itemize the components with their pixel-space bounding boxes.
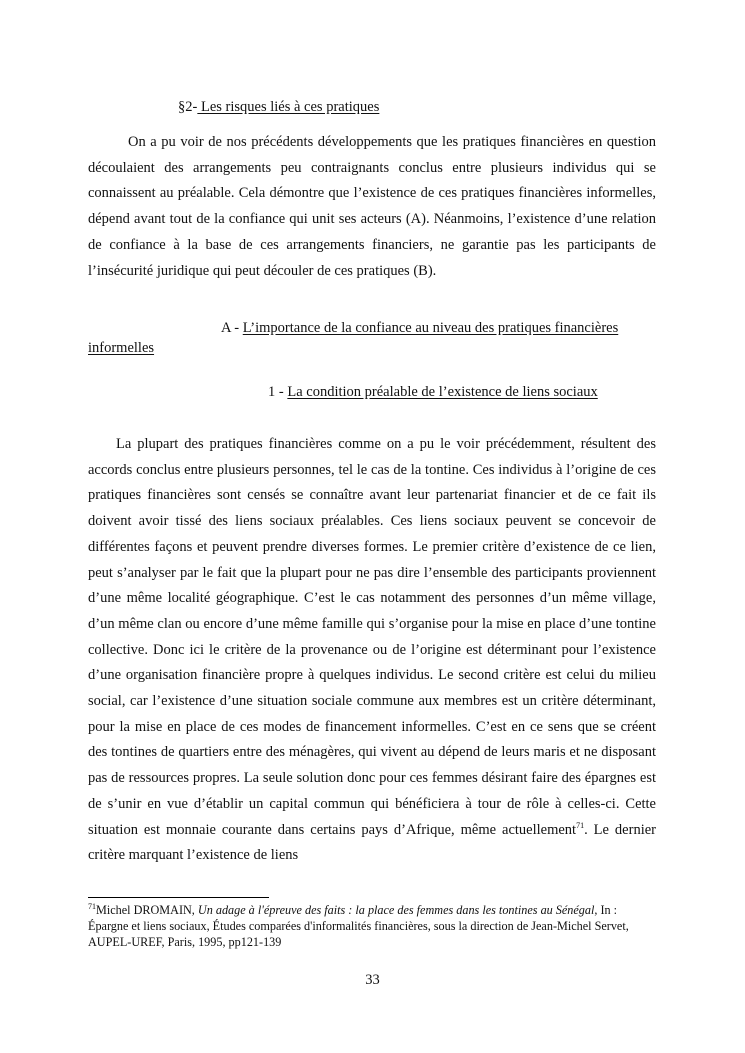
subsection-heading-a xyxy=(88,318,656,358)
body-text-end: . Le dernier critère marquant l’existence de liens xyxy=(88,821,656,864)
footnote-author: Michel DROMAIN, xyxy=(96,903,198,917)
subsection-a-title-line1: L’importance de la confiance au niveau des pratiques financières xyxy=(242,320,619,336)
section-number: §2- xyxy=(178,99,198,115)
body-text: La plupart des pratiques financières comme on a pu le voir précédemment, résultent des accords conclus entre plusieurs personnes, tel le cas de la tontine. Ces individus à l’origine de ces pratiques financières sont censés se connaître avant leur partenariat financier et de ce fait ils doivent avoir tissé des liens sociaux préalables. Ces liens sociaux peuvent se concevoir de différentes façons et peuvent prendre diverses formes. Le premier critère d’existence de ce lien, peut s’analyser par le fait que la plupart pour ne pas dire l’ensemble des participants proviennent d’une même localité géographique. C’est le cas notamment des personnes d’un même village, d’un même clan ou encore d’une même famille qui s’organise pour la mise en place d’une tontine collective. Donc ici le critère de la provenance ou de l’origine est déterminant pour l’existence d’une organisation financière propre à quelques individus. Le second critère est celui du milieu social, car l’existence d’une situation sociale commune aux membres est un critère déterminant, pour la mise en place de ces modes de financement informelles. C’est en ce sens que se créent des tontines de quartiers entre des ménagères, qui vivent au dépend de leurs maris et ne disposant pas de ressources propres. La seule solution donc pour ces femmes désirant faire des épargnes est de s’unir en vue d’établir un capital commun qui bénéficiera à tour de rôle à celles-ci. Cette situation est monnaie courante dans certains pays d’Afrique, même actuellement xyxy=(88,436,656,838)
footnote-work-title: Un adage à l'épreuve des faits : la place des femmes dans les tontines au Sénégal xyxy=(197,903,595,917)
footnote-number: 71 xyxy=(88,901,96,911)
page-number: 33 xyxy=(365,972,380,988)
body-paragraph xyxy=(88,432,656,869)
subsection-1-prefix: 1 - xyxy=(268,384,288,400)
subsection-a-prefix: A - xyxy=(221,320,243,336)
footnote-reference: 71 xyxy=(576,820,585,830)
subsection-heading-1 xyxy=(268,384,598,401)
intro-paragraph: On a pu voir de nos précédents développements que les pratiques financières en question découlaient des arrangements peu contraignants conclus entre plusieurs individus qui se connaissent au préalable. Cela démontre que l’existence de ces pratiques financières informelles, dépend avant tout de la confiance qui unit ses acteurs (A). Néanmoins, l’existence d’une relation de confiance à la base de ces arrangements financiers, ne garantie pas les participants de l’insécurité juridique qui peut découler de ces pratiques (B). xyxy=(88,134,656,279)
footnote-citation: , In : Épargne et liens sociaux, Études comparées d'informalités financières, sous la direction de Jean-Michel Servet, AUPEL-UREF, Paris, 1995, pp121-139 xyxy=(88,903,629,950)
subsection-a-title-line2: informelles xyxy=(88,340,155,356)
footnote-separator xyxy=(88,897,269,898)
footnote xyxy=(88,902,658,951)
section-heading xyxy=(178,99,379,116)
subsection-1-title: La condition préalable de l’existence de liens sociaux xyxy=(287,384,598,400)
section-title: Les risques liés à ces pratiques xyxy=(197,99,380,115)
